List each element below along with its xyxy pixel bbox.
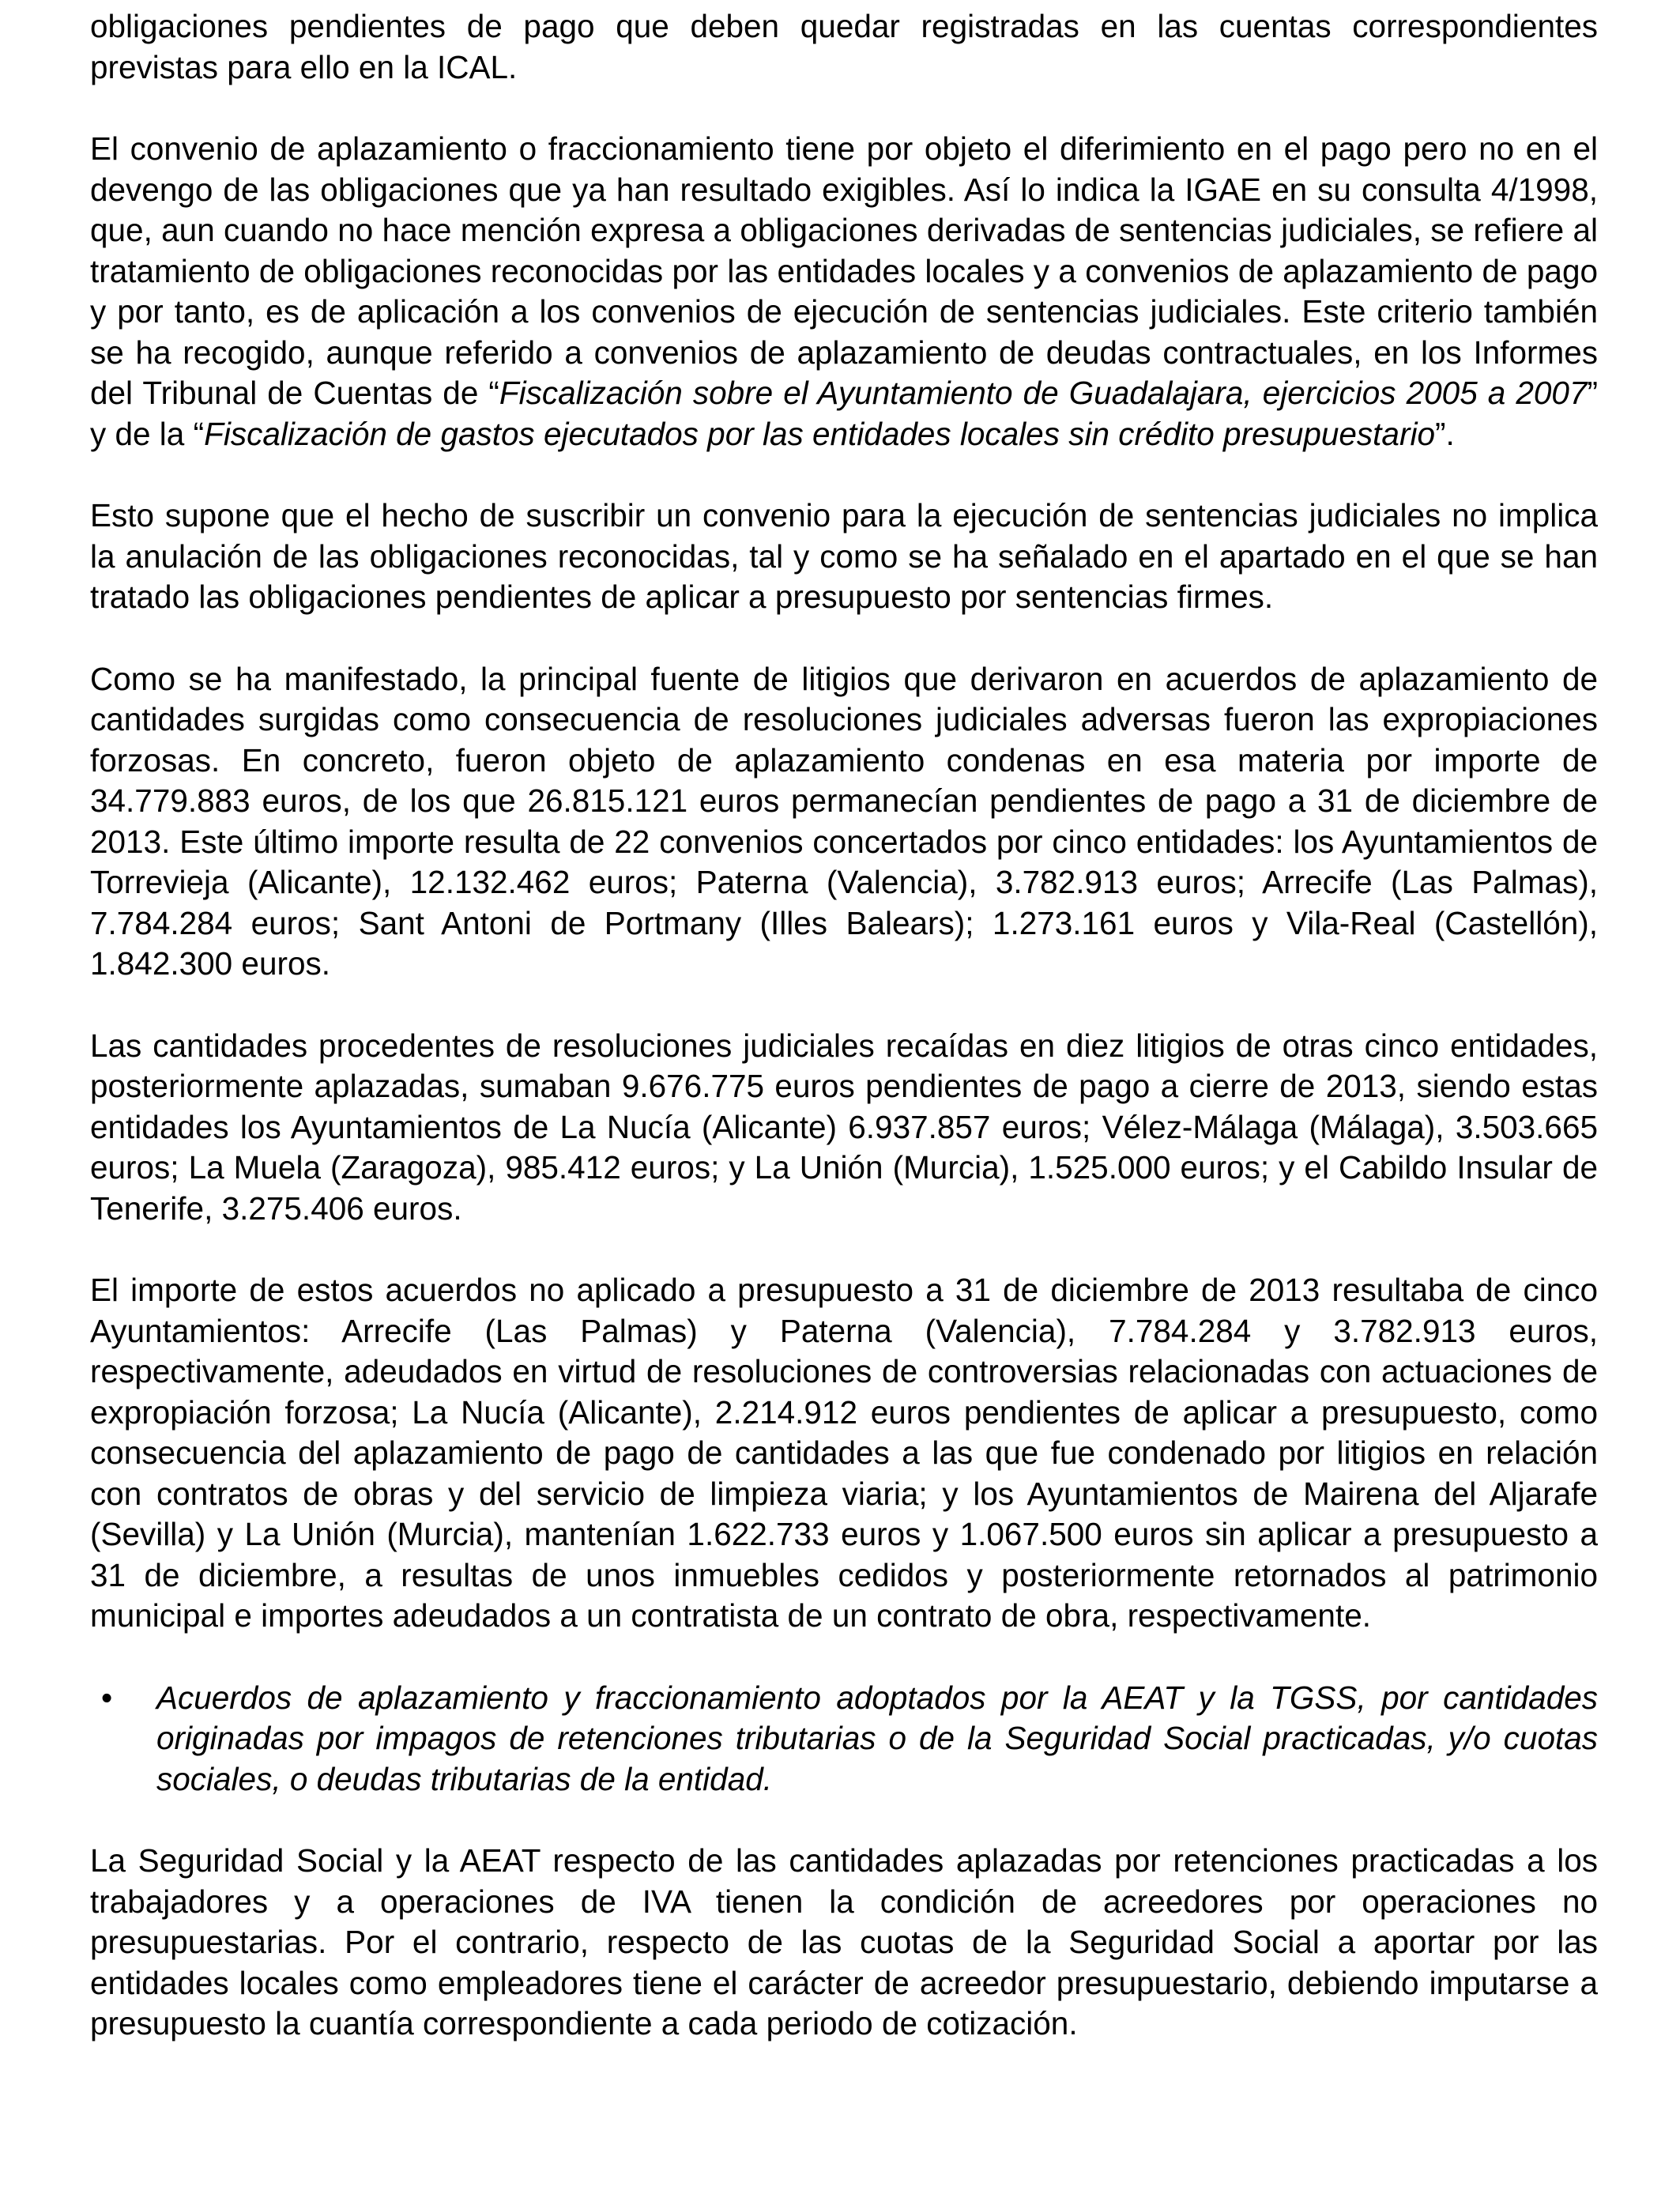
paragraph-ical-obligations bbox=[90, 6, 1598, 88]
bullet-marker-icon: • bbox=[101, 1679, 113, 1716]
paragraph-text: ” y de la “ bbox=[90, 375, 1598, 452]
paragraph-text: obligaciones pendientes de pago que deben quedar registradas en las cuentas correspondientes previstas para ello en la ICAL. bbox=[90, 8, 1598, 85]
paragraph-expropiaciones bbox=[90, 659, 1598, 985]
paragraph-otras-entidades bbox=[90, 1026, 1598, 1230]
paragraph-text: Las cantidades procedentes de resoluciones judiciales recaídas en diez litigios de otras cinco entidades, posteriormente aplazadas, sumaban 9.676.775 euros pendientes de pago a cierre de 2013, siendo estas entidades los Ayuntamientos de La Nucía (Alicante) 6.937.857 euros; Vélez-Málaga (Málaga), 3.503.665 euros; La Muela (Zaragoza), 985.412 euros; y La Unión (Murcia), 1.525.000 euros; y el Cabildo Insular de Tenerife, 3.275.406 euros. bbox=[90, 1027, 1598, 1227]
paragraph-text: El importe de estos acuerdos no aplicado a presupuesto a 31 de diciembre de 2013 resultaba de cinco Ayuntamientos: Arrecife (Las Palmas) y Paterna (Valencia), 7.784.284 y 3.782.913 euros, respectivamente, adeudados en virtud de resoluciones de controversias relacionadas con actuaciones de expropiación forzosa; La Nucía (Alicante), 2.214.912 euros pendientes de aplicar a presupuesto, como consecuencia del aplazamiento de pago de cantidades a las que fue condenado por litigios en relación con contratos de obras y del servicio de limpieza viaria; y los Ayuntamientos de Mairena del Aljarafe (Sevilla) y La Unión (Murcia), mantenían 1.622.733 euros y 1.067.500 euros sin aplicar a presupuesto a 31 de diciembre, a resultas de unos inmuebles cedidos y posteriormente retornados al patrimonio municipal e importes adeudados a un contratista de un contrato de obra, respectivamente. bbox=[90, 1272, 1598, 1634]
paragraph-text: ”. bbox=[1434, 415, 1455, 452]
bullet-item-aeat-tgss bbox=[90, 1678, 1598, 1800]
paragraph-text: Como se ha manifestado, la principal fuente de litigios que derivaron en acuerdos de aplazamiento de cantidades surgidas como consecuencia de resoluciones judiciales adversas fueron las expropiaciones forzosas. En concreto, fueron objeto de aplazamiento condenas en esa materia por importe de 34.779.883 euros, de los que 26.815.121 euros permanecían pendientes de pago a 31 de diciembre de 2013. Este último importe resulta de 22 convenios concertados por cinco entidades: los Ayuntamientos de Torrevieja (Alicante), 12.132.462 euros; Paterna (Valencia), 3.782.913 euros; Arrecife (Las Palmas), 7.784.284 euros; Sant Antoni de Portmany (Illes Balears); 1.273.161 euros y Vila-Real (Castellón), 1.842.300 euros. bbox=[90, 660, 1598, 982]
paragraph-convenio-no-anulacion bbox=[90, 496, 1598, 618]
paragraph-importe-no-aplicado bbox=[90, 1270, 1598, 1637]
paragraph-convenio-aplazamiento bbox=[90, 129, 1598, 454]
paragraph-text: El convenio de aplazamiento o fraccionamiento tiene por objeto el diferimiento en el pago pero no en el devengo de las obligaciones que ya han resultado exigibles. Así lo indica la IGAE en su consulta 4/1998, que, aun cuando no hace mención expresa a obligaciones derivadas de sentencias judiciales, se refiere al tratamiento de obligaciones reconocidas por las entidades locales y a convenios de aplazamiento de pago y por tanto, es de aplicación a los convenios de ejecución de sentencias judiciales. Este criterio también se ha recogido, aunque referido a convenios de aplazamiento de deudas contractuales, en los Informes del Tribunal de Cuentas de “ bbox=[90, 130, 1598, 411]
paragraph-text: Esto supone que el hecho de suscribir un convenio para la ejecución de sentencias judiciales no implica la anulación de las obligaciones reconocidas, tal y como se ha señalado en el apartado en el que se han tratado las obligaciones pendientes de aplicar a presupuesto por sentencias firmes. bbox=[90, 497, 1598, 615]
report-title-gastos-sin-credito: Fiscalización de gastos ejecutados por las entidades locales sin crédito presupuestario bbox=[204, 415, 1435, 452]
paragraph-text: La Seguridad Social y la AEAT respecto de las cantidades aplazadas por retenciones practicadas a los trabajadores y a operaciones de IVA tienen la condición de acreedores por operaciones no presupuestarias. Por el contrario, respecto de las cuotas de la Seguridad Social a aportar por las entidades locales como empleadores tiene el carácter de acreedor presupuestario, debiendo imputarse a presupuesto la cuantía correspondiente a cada periodo de cotización. bbox=[90, 1842, 1598, 2041]
bullet-text: Acuerdos de aplazamiento y fraccionamiento adoptados por la AEAT y la TGSS, por cantidades originadas por impagos de retenciones tributarias o de la Seguridad Social practicadas, y/o cuotas sociales, o deudas tributarias de la entidad. bbox=[156, 1679, 1598, 1797]
report-title-guadalajara: Fiscalización sobre el Ayuntamiento de Guadalajara, ejercicios 2005 a 2007 bbox=[499, 375, 1588, 411]
paragraph-seguridad-social-aeat bbox=[90, 1841, 1598, 2045]
document-page bbox=[90, 6, 1598, 2086]
